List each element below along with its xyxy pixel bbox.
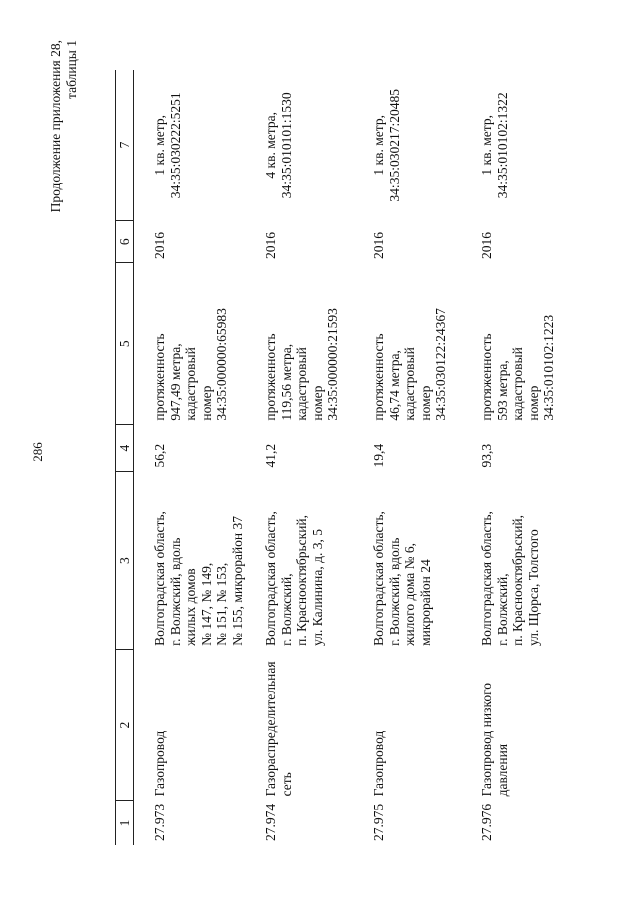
object-area-cadastral xyxy=(245,70,353,221)
cell-line: 34:35:010102:1322 xyxy=(494,92,510,199)
page-number: 286 xyxy=(30,442,45,462)
cell-line: г. Волжский, вдоль xyxy=(167,537,183,646)
object-name xyxy=(134,650,246,801)
cell-line: № 147, № 149, xyxy=(198,562,214,646)
header-cell: 1 xyxy=(116,800,134,845)
header-cell: 4 xyxy=(116,425,134,472)
cell-line: 46,74 метра, xyxy=(386,350,402,421)
table-row xyxy=(461,70,569,845)
cell-line: номер xyxy=(525,385,541,421)
continuation-line-1: Продолжение приложения 28, xyxy=(48,40,63,213)
object-value: 56,2 xyxy=(152,443,167,468)
cell-line: 34:35:010102:1223 xyxy=(541,314,556,421)
cell-line: протяженность xyxy=(152,333,167,421)
row-number: 27.975 xyxy=(371,803,386,841)
cell-line: № 151, № 153, xyxy=(214,562,229,646)
cell-line: Газопровод xyxy=(152,730,167,797)
object-value: 19,4 xyxy=(371,443,386,468)
cell-line: жилых домов xyxy=(183,568,198,646)
object-year: 2016 xyxy=(371,231,386,259)
cell-line: Газопровод низкого xyxy=(479,682,494,797)
cell-line: п. Краснооктябрьский, xyxy=(510,514,525,646)
cell-line: ул. Калинина, д. 3, 5 xyxy=(309,529,325,646)
object-value: 93,3 xyxy=(479,443,494,468)
row-number: 27.976 xyxy=(479,803,494,841)
row-number: 27.974 xyxy=(263,803,278,841)
object-year: 2016 xyxy=(479,231,494,259)
table-row xyxy=(134,70,246,845)
cell-line: г. Волжский, xyxy=(494,573,510,646)
cell-line: Газораспределительная xyxy=(263,661,278,797)
table-row xyxy=(245,70,353,845)
cell-line: г. Волжский, xyxy=(278,573,294,646)
cell-line: протяженность xyxy=(479,333,494,421)
cell-line: кадастровый xyxy=(510,347,525,421)
object-area-cadastral xyxy=(134,70,246,221)
cell-line: сеть xyxy=(278,772,294,797)
cell-line: 34:35:030122:24367 xyxy=(433,308,448,421)
object-name xyxy=(245,650,353,801)
header-cell: 3 xyxy=(116,471,134,649)
cell-line: Газопровод xyxy=(371,730,386,797)
object-address xyxy=(353,471,461,649)
header-cell: 5 xyxy=(116,263,134,425)
row-number: 27.973 xyxy=(152,803,167,841)
continuation-line-2: таблицы 1 xyxy=(64,40,79,99)
cell-line: Волгоградская область, xyxy=(152,511,167,646)
cell-line: протяженность xyxy=(263,333,278,421)
object-characteristics xyxy=(461,263,569,425)
cell-line: жилого дома № 6, xyxy=(402,542,417,646)
cell-line: 1 кв. метр, xyxy=(152,115,167,176)
cell-line: 34:35:030217:20485 xyxy=(386,89,402,202)
object-characteristics xyxy=(134,263,246,425)
table-header-row xyxy=(116,70,134,845)
header-cell: 2 xyxy=(116,650,134,801)
cell-line: кадастровый xyxy=(402,347,417,421)
cell-line: ул. Щорса, Толстого xyxy=(525,529,541,646)
cell-line: 34:35:000000:21593 xyxy=(325,308,340,421)
cell-line: Волгоградская область, xyxy=(371,511,386,646)
cell-line: 1 кв. метр, xyxy=(479,115,494,176)
cell-line: п. Краснооктябрьский, xyxy=(294,514,309,646)
object-address xyxy=(461,471,569,649)
cell-line: 593 метра, xyxy=(494,360,510,421)
cell-line: номер xyxy=(417,385,433,421)
cell-line: номер xyxy=(309,385,325,421)
cell-line: протяженность xyxy=(371,333,386,421)
cell-line: 34:35:030222:5251 xyxy=(167,92,183,199)
cell-line: 947,49 метра, xyxy=(167,343,183,421)
cell-line: микрорайон 24 xyxy=(417,559,433,646)
cell-line: кадастровый xyxy=(294,347,309,421)
cell-line: давления xyxy=(494,743,510,797)
object-characteristics xyxy=(353,263,461,425)
cell-line: 1 кв. метр, xyxy=(371,115,386,176)
table-body xyxy=(134,70,570,845)
cell-line: кадастровый xyxy=(183,347,198,421)
cell-line: № 155, микрорайон 37 xyxy=(229,515,245,646)
object-address xyxy=(134,471,246,649)
object-address xyxy=(245,471,353,649)
cell-line: Волгоградская область, xyxy=(263,511,278,646)
object-area-cadastral xyxy=(461,70,569,221)
cell-line: Волгоградская область, xyxy=(479,511,494,646)
continuation-note xyxy=(48,40,80,280)
object-name xyxy=(353,650,461,801)
cell-line: 4 кв. метра, xyxy=(263,112,278,179)
object-year: 2016 xyxy=(152,231,167,259)
table-row xyxy=(353,70,461,845)
property-table xyxy=(115,70,569,845)
cell-line: 34:35:010101:1530 xyxy=(278,92,294,199)
object-area-cadastral xyxy=(353,70,461,221)
object-name xyxy=(461,650,569,801)
cell-line: 119,56 метра, xyxy=(278,343,294,421)
cell-line: г. Волжский, вдоль xyxy=(386,537,402,646)
cell-line: номер xyxy=(198,385,214,421)
header-cell: 7 xyxy=(116,70,134,221)
header-cell: 6 xyxy=(116,221,134,263)
object-value: 41,2 xyxy=(263,443,278,468)
cell-line: 34:35:000000:65983 xyxy=(214,308,229,421)
object-characteristics xyxy=(245,263,353,425)
object-year: 2016 xyxy=(263,231,278,259)
